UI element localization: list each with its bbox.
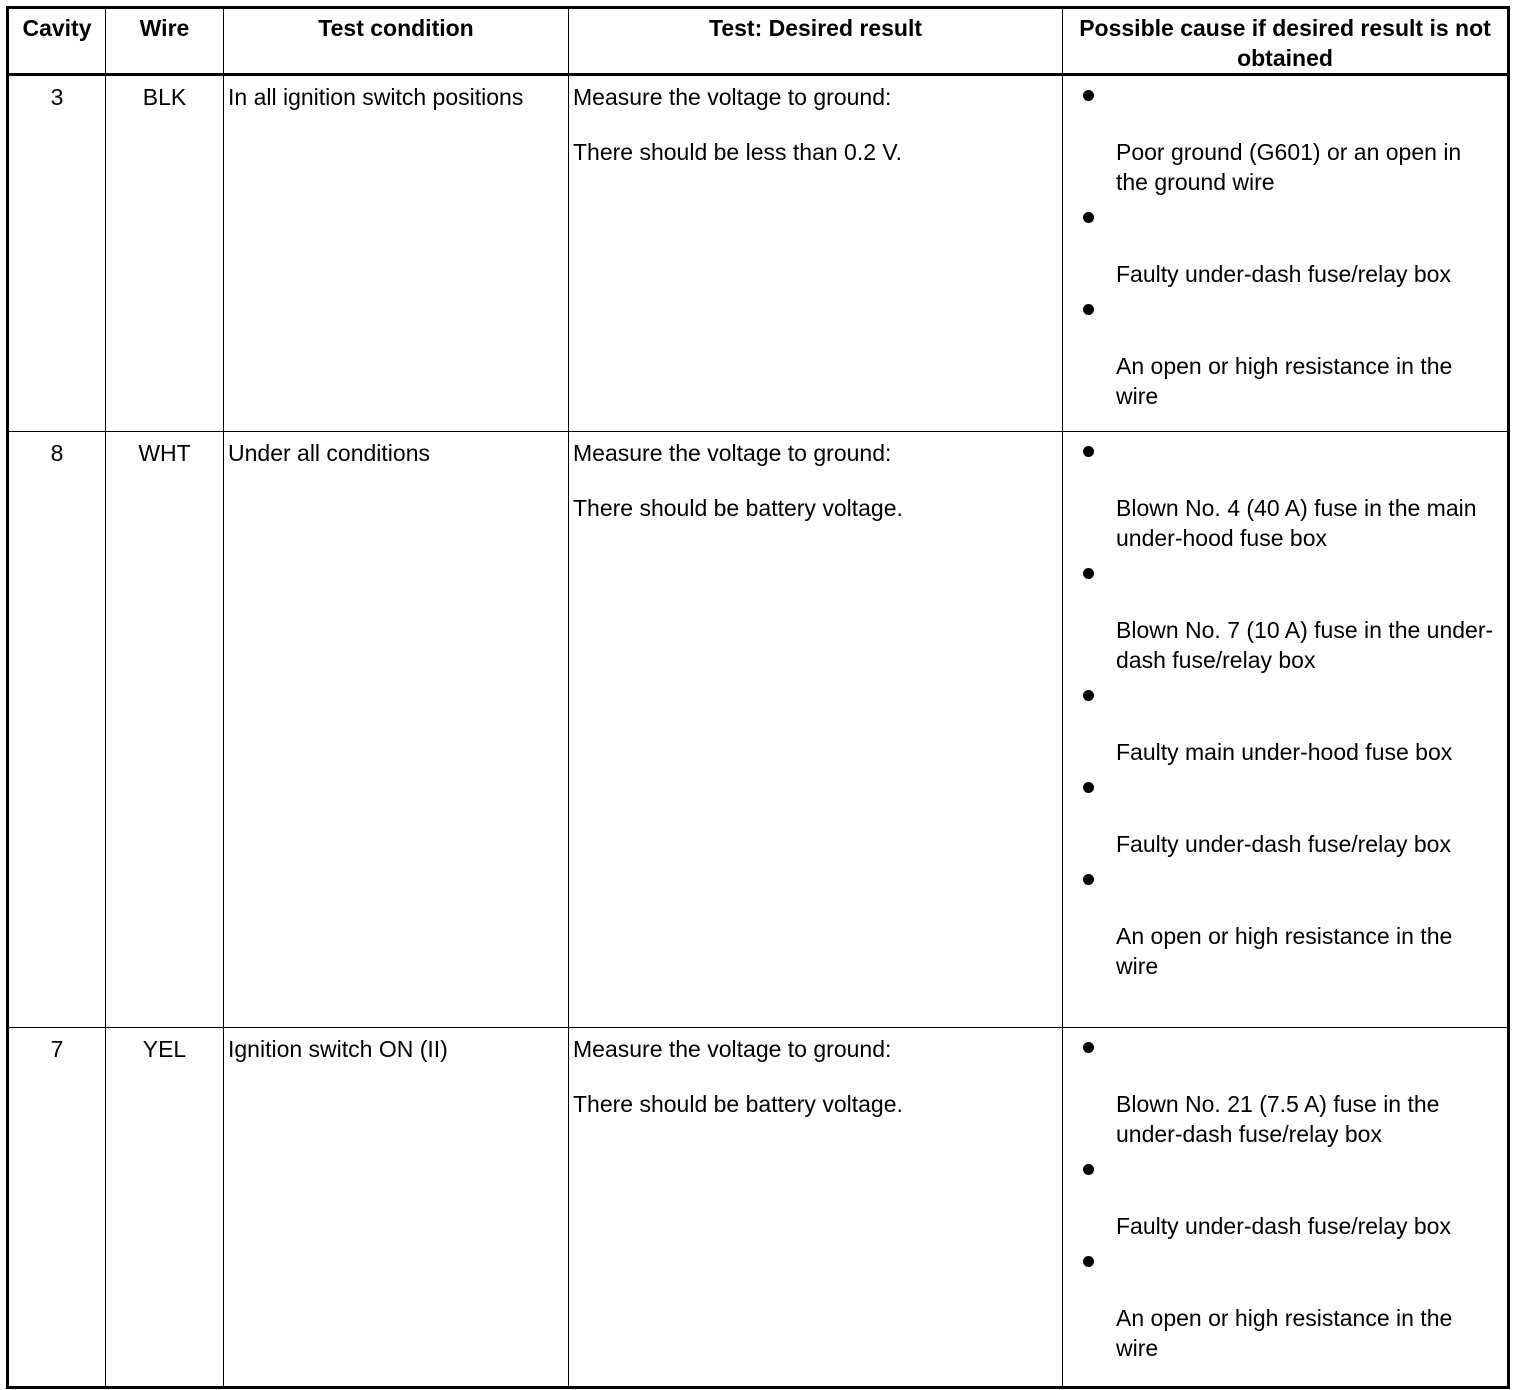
desired-result-cell — [569, 1028, 1063, 1388]
cause-text: An open or high resistance in the wire — [1116, 353, 1453, 409]
header-cavity: Cavity — [8, 8, 106, 75]
table-row — [8, 1028, 1509, 1388]
bullet-icon — [1083, 1164, 1094, 1175]
bullet-icon — [1083, 1256, 1094, 1267]
table-row — [8, 432, 1509, 1028]
bullet-icon — [1083, 874, 1094, 885]
possible-cause-cell — [1063, 75, 1509, 432]
cause-item — [1083, 1164, 1497, 1241]
possible-cause-cell — [1063, 432, 1509, 1028]
cause-text: Faulty under-dash fuse/relay box — [1116, 831, 1451, 857]
bullet-icon — [1083, 782, 1094, 793]
cause-list — [1063, 1028, 1507, 1363]
bullet-icon — [1083, 690, 1094, 701]
cause-text: An open or high resistance in the wire — [1116, 1305, 1453, 1361]
result-instruction: Measure the voltage to ground: — [573, 440, 892, 466]
test-condition-cell: Ignition switch ON (II) — [224, 1028, 569, 1388]
result-instruction: Measure the voltage to ground: — [573, 1036, 892, 1062]
cause-item — [1083, 90, 1497, 197]
test-condition-cell: In all ignition switch positions — [224, 75, 569, 432]
bullet-icon — [1083, 446, 1094, 457]
cavity-cell: 8 — [8, 432, 106, 1028]
bullet-icon — [1083, 212, 1094, 223]
cause-text: Blown No. 7 (10 A) fuse in the under-dash fuse/relay box — [1116, 617, 1494, 673]
possible-cause-cell — [1063, 1028, 1509, 1388]
cause-item — [1083, 1042, 1497, 1149]
cause-item — [1083, 212, 1497, 289]
header-possible-cause: Possible cause if desired result is not obtained — [1063, 8, 1509, 75]
test-condition-cell: Under all conditions — [224, 432, 569, 1028]
result-instruction: Measure the voltage to ground: — [573, 84, 892, 110]
wire-cell: WHT — [106, 432, 224, 1028]
cause-text: Faulty main under-hood fuse box — [1116, 739, 1453, 765]
result-expectation: There should be battery voltage. — [573, 495, 903, 521]
cause-item — [1083, 446, 1497, 553]
header-test-condition: Test condition — [224, 8, 569, 75]
wire-cell: YEL — [106, 1028, 224, 1388]
bullet-icon — [1083, 1042, 1094, 1053]
diagnostic-table — [6, 6, 1510, 1389]
header-wire: Wire — [106, 8, 224, 75]
cause-item — [1083, 568, 1497, 675]
bullet-icon — [1083, 568, 1094, 579]
cause-text: Blown No. 21 (7.5 A) fuse in the under-dash fuse/relay box — [1116, 1091, 1440, 1147]
cause-item — [1083, 690, 1497, 767]
cause-text: Faulty under-dash fuse/relay box — [1116, 261, 1451, 287]
cause-item — [1083, 874, 1497, 981]
cause-text: Faulty under-dash fuse/relay box — [1116, 1213, 1451, 1239]
desired-result-cell — [569, 75, 1063, 432]
header-desired-result: Test: Desired result — [569, 8, 1063, 75]
cause-item — [1083, 782, 1497, 859]
wire-cell: BLK — [106, 75, 224, 432]
cause-text: Blown No. 4 (40 A) fuse in the main under-hood fuse box — [1116, 495, 1477, 551]
result-expectation: There should be less than 0.2 V. — [573, 139, 903, 165]
result-expectation: There should be battery voltage. — [573, 1091, 903, 1117]
cause-item — [1083, 1256, 1497, 1363]
cause-list — [1063, 432, 1507, 981]
cause-text: An open or high resistance in the wire — [1116, 923, 1453, 979]
header-row — [8, 8, 1509, 75]
bullet-icon — [1083, 90, 1094, 101]
table-row — [8, 75, 1509, 432]
desired-result-cell — [569, 432, 1063, 1028]
bullet-icon — [1083, 304, 1094, 315]
cavity-cell: 7 — [8, 1028, 106, 1388]
cause-item — [1083, 304, 1497, 411]
cause-list — [1063, 76, 1507, 411]
cause-text: Poor ground (G601) or an open in the ground wire — [1116, 139, 1462, 195]
cavity-cell: 3 — [8, 75, 106, 432]
